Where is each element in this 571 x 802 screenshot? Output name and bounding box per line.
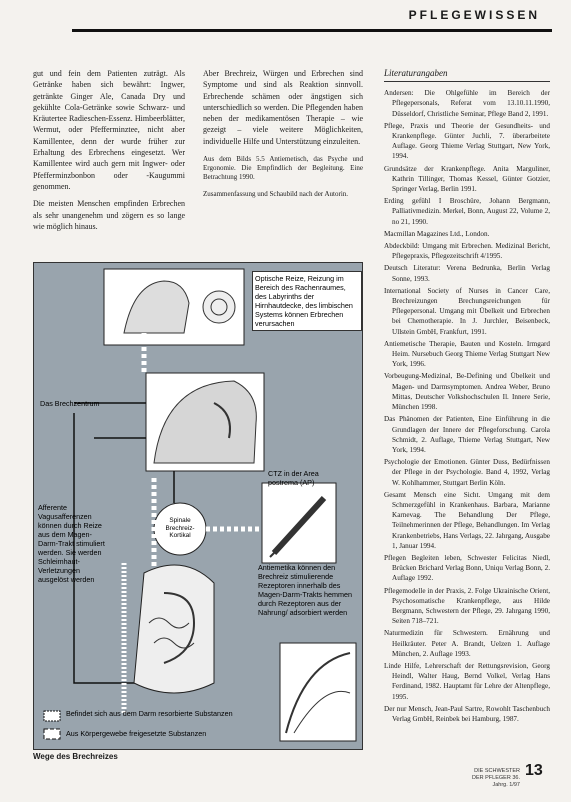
reference-item: Antiemetische Therapie, Bauten und Kosteln. Irmgard Heim. Nursebuch Georg Thieme Verlag Stuttgart New York, 1996.: [384, 339, 550, 369]
text-column-left: [33, 68, 185, 238]
label-optic-stimuli: Optische Reize, Reizung im Bereich des Rachenraumes, des Labyrinths der Hirnhautdecke, des limbischen Systems können Erbrechen verursachen: [252, 271, 362, 331]
label-ctz: CTZ in der Area postrema (AP): [268, 469, 319, 487]
reference-item: Pflegen Begleiten leben, Schwester Felicitas Niedl, Brücken Brichard Verlag Bonn, Uniqu Verlag Bonn, 2. Auflage 1992.: [384, 553, 550, 583]
paragraph: Die meisten Menschen empfinden Erbrechen als sehr unangenehm und zögern es so lange wie möglich hinaus.: [33, 199, 185, 231]
page-number: 13: [525, 762, 543, 779]
legend-tissue-substances: Aus Körpergewebe freigesetzte Substanzen: [66, 729, 207, 738]
figure-caption: Wege des Brechreizes: [33, 752, 118, 761]
reference-item: Psychologie der Emotionen. Günter Duss, Bedürfnissen der Pflege in der Psychologie. Band 4, 1992, Verlag W. Kohlhammer, Stuttgart Berlin Köln.: [384, 458, 550, 487]
references-column: [384, 68, 550, 726]
reference-item: Das Phänomen der Patienten, Eine Einführung in die Grundlagen der Innere der Pflegeforschung. Carola Schmidt, 2. Auflage, Thieme Verlag Stuttgart, New York, 1994.: [384, 415, 550, 454]
illustration-vomiting-pathways: [33, 262, 363, 750]
page-section-title: PFLEGEWISSEN: [408, 8, 540, 22]
paragraph: Aber Brechreiz, Würgen und Erbrechen sind Symptome und sind als Reaktion sinnvoll. Erbrechende schämen oder ängstigen sich unterschiedlich so werden. Die Pflegenden haben neben der medikamentösen Therapie – wie gezeigt – viele weitere Möglichkeiten, individuelle Hilfe und Unterstützung einzuleiten.: [203, 69, 363, 146]
label-vomiting-center: Das Brechzentrum: [40, 399, 100, 408]
figure-note: Zusammenfassung und Schaubild nach der Autorin.: [203, 190, 349, 199]
reference-item: Pflegemodelle in der Praxis, 2. Folge Ukrainische Orient, Psychosomatische Krankenpflege, aus Hilde Bergmann, Schwestern der Pflege, 29. Jahrgang 1990, Seiten 718–721.: [384, 586, 550, 626]
reference-list: [384, 88, 550, 724]
label-brain-center: Spinale Brechreiz- Kortikal: [165, 517, 195, 539]
footnote: Aus dem Bilds 5.5 Antiemetisch, das Psyche und Ergonomie. Die Empfindlich der Begleitung. Eine Betrachtung 1990.: [203, 155, 363, 182]
reference-item: Pflege, Praxis und Theorie der Gesundheits- und Krankenpflege. Günter Juchli, 7. überarbeitete Auflage. Georg Thieme Verlag Stuttgart, New York, 1994.: [384, 121, 550, 161]
header-rule: [72, 29, 552, 32]
reference-item: Linde Hilfe, Lehrerschaft der Rettungsrevision, Georg Heindl, Walter Haug, Bernd Volkel, Verlag Hans Ferdinand, 1982. Hauptamt für Lehre der Altenpflege, 1995.: [384, 661, 550, 701]
label-antiemetics: Antiemetika können den Brechreiz stimulierende Rezeptoren innerhalb des Magen-Darm-Trakts hemmen durch Rezeptoren aus der Nahrung/ adsorbiert werden: [258, 563, 352, 617]
references-heading: Literaturangaben: [384, 68, 550, 82]
legend-absorbed-substances: Befindet sich aus dem Darm resorbierte Substanzen: [66, 709, 233, 718]
text-column-middle: [203, 68, 363, 199]
reference-item: Erding gefühl I Broschüre, Johann Bergmann, Palliativmedizin. Merkel, Bonn, August 22, Volume 2, no 21, 1990.: [384, 197, 550, 226]
reference-item: Deutsch Literatur: Verena Bedrunka, Berlin Verlag Sonne, 1993.: [384, 264, 550, 283]
reference-item: Naturmedizin für Schwestern. Ernährung und Heilkräuter. Peter A. Brandt, Uelzen 1. Auflage München, 2. Auflage 1993.: [384, 629, 550, 658]
paragraph: gut und fein dem Patienten zuträgt. Als Getränke haben sich bewährt: Ingwer, getränkte Ginger Ale, Canada Dry und gekühlte Cola-Getränke sowie Schwarz- und Kräutertee Radieschen-Essenz. Himbeerblätter, Wermut, oder Pfefferminztee, nicht aber Kamillentee, denn der wurde früher zur Erhaltung des Erbrechens eingesetzt. Wer Kamillentee wird auch gern mit Ingwer- oder Pfefferminzbonbon oder -Kaugummi genommen.: [33, 69, 185, 191]
journal-name: DIE SCHWESTER DER PFLEGER 36. Jahrg. 1/97: [472, 768, 520, 788]
reference-item: Gesamt Mensch eine Sicht. Umgang mit dem Schmerzgefühl in Krankenhaus. Barbara, Marianne Karnevag. The Behandlung Der Pflege, Teilnehmerinnen der Pflege, Behandlungen. Im Verlag Krankenbetriebs, Hans Verlags, 22. Jahrgang, Ausgabe 1, Januar 1994.: [384, 490, 550, 550]
reference-item: Abdeckbild: Umgang mit Erbrechen. Medizinal Bericht, Pflegepraxis, Pflegezeitschrift 4/1995.: [384, 242, 550, 261]
reference-item: Andersen: Die Ohlgefühle im Bereich der Pflegepersonals, Referat vom 13.10.11.1990, Düsseldorf, Christliche Seminar, Pflege Band 2, 1991.: [384, 89, 550, 118]
reference-item: Vorbeugung-Medizinal, Be-Defining und Übelkeit und Magen- und Darmsymptomen. Andrea Weber, Bruno Mittas, Deutscher Volkshochschulen Il. Innere Serie, München 1998.: [384, 372, 550, 412]
reference-item: Der nur Mensch, Jean-Paul Sartre, Rowohlt Taschenbuch Verlag GmbH, Reinbek bei Hamburg, 1987.: [384, 704, 550, 723]
reference-item: Grundsätze der Krankenpflege. Anita Marguliner, Kathrin Tillinger, Thomas Kessel, Günter Gotzier, Springer Verlag, Berlin 1991.: [384, 164, 550, 194]
reference-item: International Society of Nurses in Cancer Care, Brechreizungen Brechungsreichungen für Pflegepersonal. Umgang mit Übelkeit und Erbrechen bei Chemotherapie. In J. Jurchler, Beisenbeck, Ullstein GmbH, Frankfurt, 1991.: [384, 286, 550, 336]
reference-item: Macmillan Magazines Ltd., London.: [384, 229, 490, 238]
label-vagus-afferents: Afferente Vagusafferenzen können durch Reize aus dem Magen-Darm-Trakt stimuliert werden. Sie werden Schleimhaut-Verletzungen ausgelöst werden: [38, 503, 105, 584]
